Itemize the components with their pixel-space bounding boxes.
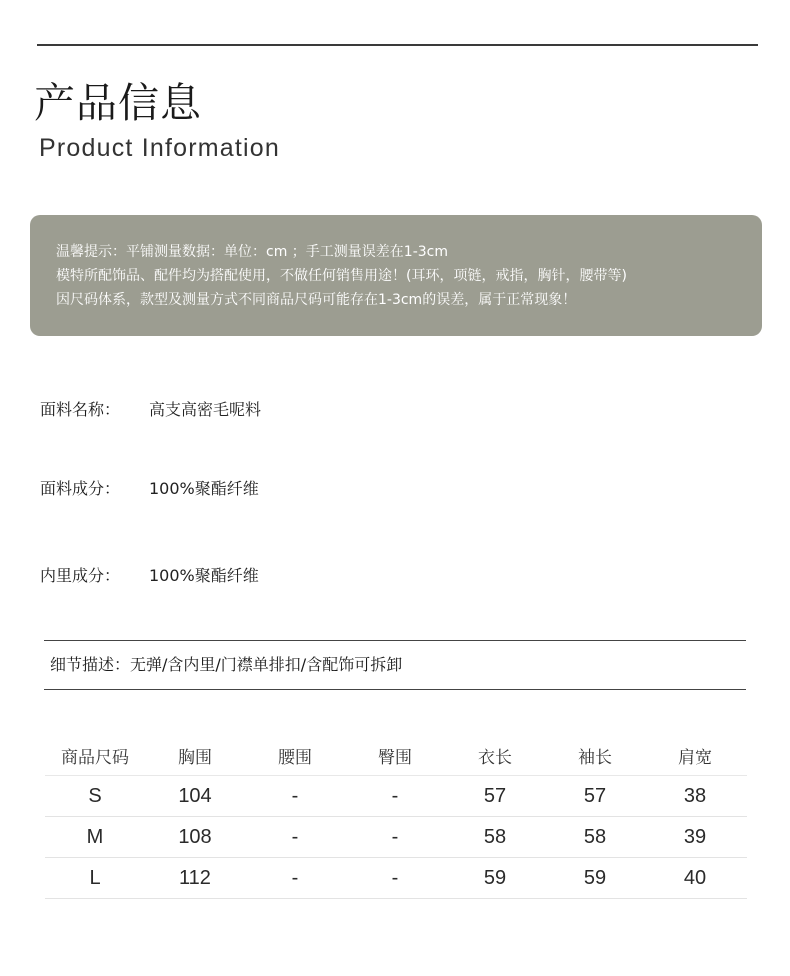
table-cell: - (291, 866, 299, 889)
table-cell: 57 (483, 784, 507, 807)
table-cell: 39 (683, 825, 707, 848)
column-header: 商品尺码 (61, 747, 129, 768)
table-cell: - (291, 825, 299, 848)
detail-bottom-divider (44, 689, 746, 690)
size-table (45, 735, 747, 899)
column-header: 胸围 (178, 747, 212, 768)
table-row (45, 858, 747, 899)
field-lining-composition (40, 563, 259, 586)
column-header: 腰围 (278, 747, 312, 768)
field-value: 100%聚酯纤维 (149, 479, 259, 498)
table-cell: - (291, 784, 299, 807)
notice-box (30, 215, 762, 336)
detail-label: 细节描述： (50, 655, 131, 674)
table-cell: 58 (583, 825, 607, 848)
page-title: 产品信息 (34, 79, 202, 127)
column-header: 肩宽 (678, 747, 712, 768)
notice-line: 温馨提示：平铺测量数据：单位：cm ；手工测量误差在1-3cm (56, 244, 448, 260)
field-fabric-name (40, 397, 261, 420)
table-cell: 112 (179, 866, 211, 889)
table-cell: - (391, 866, 399, 889)
detail-top-divider (44, 640, 746, 641)
table-header-row (45, 735, 747, 776)
table-row (45, 776, 747, 817)
table-cell: S (88, 784, 102, 807)
table-cell: 40 (683, 866, 707, 889)
table-cell: - (391, 825, 399, 848)
column-header: 衣长 (478, 747, 512, 768)
table-cell: M (86, 825, 104, 848)
detail-description (50, 652, 402, 675)
field-label: 面料成分： (40, 479, 121, 498)
table-cell: 59 (583, 866, 607, 889)
column-header: 袖长 (578, 747, 612, 768)
notice-line: 模特所配饰品、配件均为搭配使用，不做任何销售用途！(耳环，项链，戒指，胸针，腰带等) (56, 268, 627, 284)
table-cell: 58 (483, 825, 507, 848)
table-cell: - (391, 784, 399, 807)
notice-line: 因尺码体系，款型及测量方式不同商品尺码可能存在1-3cm的误差，属于正常现象！ (56, 292, 577, 308)
table-cell: 108 (178, 825, 212, 848)
table-cell: 59 (483, 866, 507, 889)
page-subtitle: Product Information (39, 134, 280, 162)
field-value: 高支高密毛呢料 (149, 400, 262, 419)
table-cell: L (89, 866, 101, 889)
table-cell: 38 (683, 784, 707, 807)
table-row (45, 817, 747, 858)
column-header: 臀围 (378, 747, 412, 768)
top-divider (37, 44, 758, 46)
field-label: 面料名称： (40, 400, 121, 419)
field-value: 100%聚酯纤维 (149, 566, 259, 585)
table-cell: 104 (178, 784, 212, 807)
field-label: 内里成分： (40, 566, 121, 585)
table-cell: 57 (583, 784, 607, 807)
field-fabric-composition (40, 476, 259, 499)
detail-value: 无弹/含内里/门襟单排扣/含配饰可拆卸 (130, 655, 403, 674)
